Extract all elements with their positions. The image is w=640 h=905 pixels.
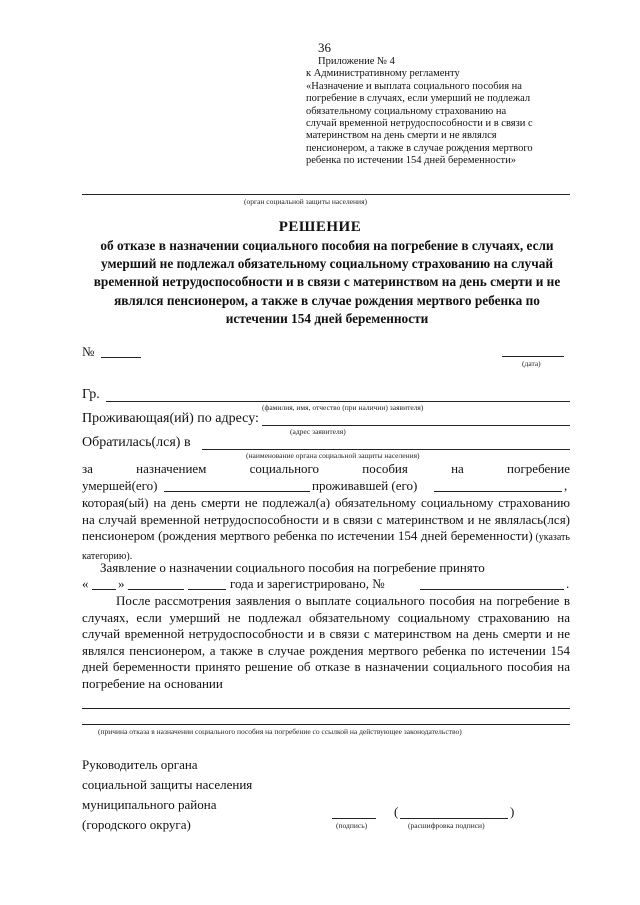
appendix-reference <box>306 56 576 168</box>
applied-underline <box>202 449 570 450</box>
body-word: погребение <box>507 461 570 476</box>
date-caption: (дата) <box>522 359 541 368</box>
appendix-line: обязательному социальному страхованию на <box>306 105 507 117</box>
month-underline <box>128 589 184 590</box>
reason-caption: (причина отказа в назначении социального пособия на погребение со ссылкой на действующее законодательство) <box>98 727 462 736</box>
body-word: назначением <box>136 461 207 476</box>
statement-line: Заявление о назначении социального пособия на погребение принято <box>100 560 485 575</box>
citizen-label: Гр. <box>82 387 100 402</box>
page-number: 36 <box>318 40 331 55</box>
signature-decode-caption: (расшифровка подписи) <box>408 821 485 830</box>
deceased-underline <box>164 491 310 492</box>
document-subtitle: об отказе в назначении социального пособия на погребение в случаях, если умерший не подлежал обязательному социальному страхованию на случай временной нетрудоспособности и в связи с материнством на день смерти и не являлся пенсионером, а также в случае рождения мертвого ребенка по истечении 154 дней беременности <box>93 238 561 326</box>
signature-line: (городского округа) <box>82 817 191 832</box>
signature-underline <box>332 818 376 819</box>
address-underline <box>262 425 570 426</box>
resided-underline <box>434 491 562 492</box>
date-open-quote: « <box>82 576 89 591</box>
year-registered-text: года и зарегистрировано, № <box>230 576 385 591</box>
appendix-line: пенсионером, а также в случае рождения мертвого <box>306 142 533 154</box>
signature-line: Руководитель органа <box>82 757 198 772</box>
decode-paren-open: ( <box>394 804 399 819</box>
year-underline <box>188 589 226 590</box>
deceased-label: умершей(его) <box>82 478 158 493</box>
number-label: № <box>82 344 95 359</box>
body-word: социального <box>249 461 320 476</box>
comma: , <box>564 478 568 493</box>
signature-decode-underline <box>400 818 508 819</box>
decision-text: После рассмотрения заявления о выплате социального пособия на погребение в случаях, если умерший не подлежал обязательному социальному страхованию на случай временной нетрудоспособности и в связи с материнством на день смерти и не являлся пенсионером, а также в случае рождения мертвого ребенка по истечении 154 дней беременности принято решение об отказе в назначении социального пособия на погребение на основании <box>82 593 570 691</box>
reason-underline-1 <box>82 708 570 709</box>
date-close-quote: » <box>118 576 125 591</box>
date-underline <box>502 356 564 357</box>
address-caption: (адрес заявителя) <box>290 427 346 436</box>
applicant-name-caption: (фамилия, имя, отчество (при наличии) заявителя) <box>262 403 424 412</box>
resided-label: проживавшей (его) <box>312 478 418 493</box>
citizen-underline <box>106 401 570 402</box>
appendix-line: «Назначение и выплата социального пособия на <box>306 80 522 92</box>
registration-period: . <box>566 576 570 591</box>
appendix-line: ребенка по истечении 154 дней беременности» <box>306 155 516 167</box>
appendix-line: материнством на день смерти и не являлся <box>306 130 497 142</box>
reason-underline-2 <box>82 724 570 725</box>
appendix-line: погребение в случаях, если умерший не подлежал <box>306 93 531 105</box>
signature-line: социальной защиты населения <box>82 777 253 792</box>
address-label: Проживающая(ий) по адресу: <box>82 411 259 426</box>
decode-paren-close: ) <box>510 804 515 819</box>
deceased-status-paragraph <box>82 495 570 565</box>
appendix-line: Приложение № 4 <box>318 56 395 67</box>
decision-paragraph <box>82 593 570 692</box>
organ-caption: (орган социальной защиты населения) <box>244 197 368 206</box>
number-underline <box>101 357 141 358</box>
signature-block <box>82 755 252 835</box>
organ-name-caption: (наименование органа социальной защиты населения) <box>246 451 420 460</box>
signature-line: муниципального района <box>82 797 217 812</box>
registration-number-underline <box>420 589 564 590</box>
category-note: (указать категорию). <box>82 532 570 562</box>
document-title: РЕШЕНИЕ <box>278 219 362 235</box>
body-word: пособия <box>362 461 408 476</box>
signature-caption: (подпись) <box>336 821 368 830</box>
deceased-status-text: которая(ый) на день смерти не подлежал(а) обязательному социальному страхованию на случай временной нетрудоспособности и в связи с материнством и не являлась(лся) пенсионером (рождения мертвого ребенка по истечении 154 дней беременности) <box>82 495 570 543</box>
body-word: за <box>82 461 93 476</box>
body-word: на <box>451 461 464 476</box>
body-line-1 <box>82 461 570 477</box>
appendix-line: случай временной нетрудоспособности и в связи с <box>306 118 533 130</box>
applied-label: Обратилась(лся) в <box>82 435 191 450</box>
appendix-line: к Административному регламенту <box>306 68 460 80</box>
organ-underline <box>82 194 570 195</box>
day-underline <box>92 589 116 590</box>
